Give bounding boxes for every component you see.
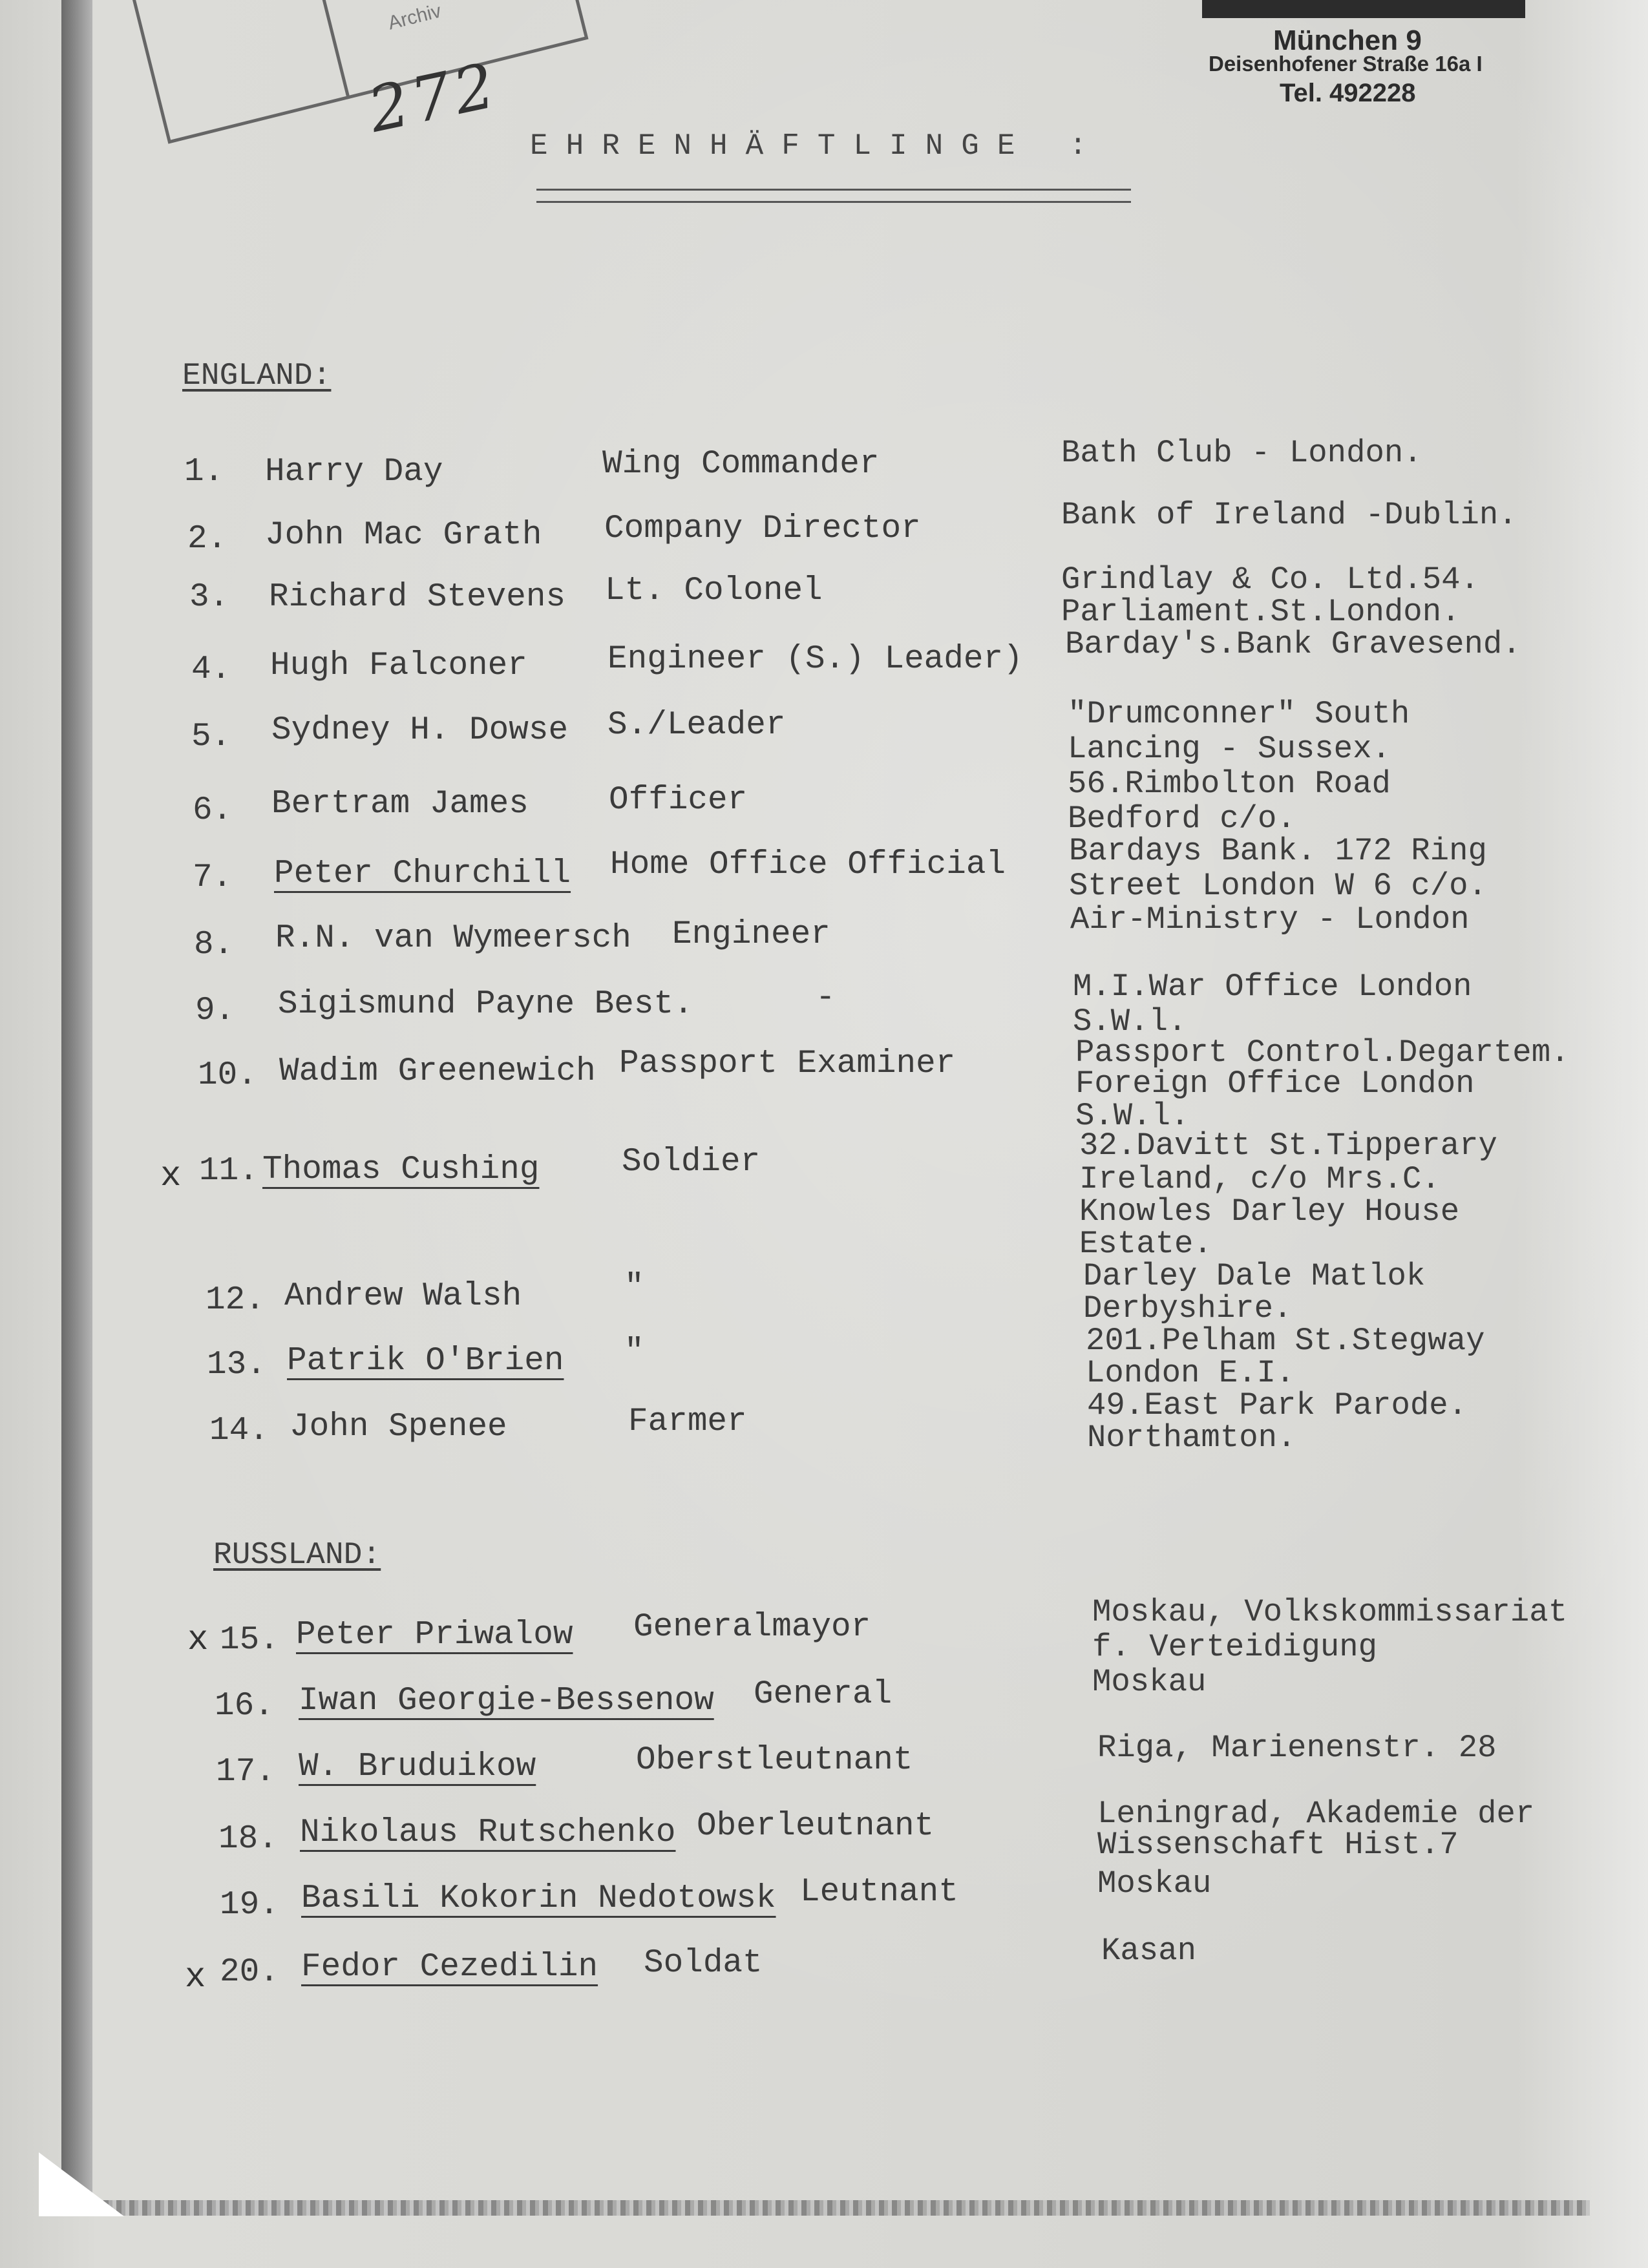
entry-address: Bardays Bank. 172 Ring [1069,833,1487,869]
entry-address: Ireland, c/o Mrs.C. [1079,1161,1441,1197]
stamp-divider [321,0,350,100]
entry-name: Harry Day [265,454,443,490]
entry-address: Northamton. [1087,1420,1296,1456]
margin-cross-mark: x [185,1958,206,1997]
entry-address: f. Verteidigung [1092,1629,1378,1665]
entry-address: Wissenschaft Hist.7 [1097,1827,1459,1863]
entry-number: 18. [218,1821,278,1858]
entry-number: 12. [206,1282,265,1319]
entry-number: 14. [209,1412,269,1449]
entry-address: Foreign Office London [1075,1066,1475,1102]
entry-role: Oberleutnant [697,1808,935,1845]
scan-shadow-edge [61,0,92,2197]
entry-number: 1. [184,454,224,490]
entry-address: Darley Dale Matlok [1083,1258,1426,1294]
entry-number: 8. [194,927,234,963]
entry-role: Leutnant [800,1874,958,1911]
entry-number: 11. [199,1153,259,1190]
entry-role: " [624,1334,644,1370]
entry-address: Estate. [1079,1226,1212,1262]
archive-stamp [129,0,589,147]
entry-role: Company Director [604,510,921,547]
entry-address: Riga, Marienenstr. 28 [1097,1730,1497,1766]
entry-address: Street London W 6 c/o. [1069,868,1487,904]
entry-number: 16. [215,1688,274,1725]
entry-number: 10. [198,1057,257,1094]
entry-address: Bath Club - London. [1061,435,1422,471]
entry-address: Parliament.St.London. [1061,594,1461,630]
entry-role: Farmer [628,1403,747,1440]
entry-address: Moskau [1092,1664,1207,1700]
entry-role: Oberstleutnant [636,1742,913,1779]
entry-role: " [624,1269,644,1306]
entry-number: 6. [193,792,233,829]
entry-name: Basili Kokorin Nedotowsk [301,1880,776,1917]
entry-role: Soldier [622,1144,761,1181]
margin-cross-mark: x [160,1157,182,1196]
entry-address: Bedford c/o. [1068,801,1296,837]
entry-name: Peter Priwalow [296,1617,573,1654]
address-city: München 9 [1273,25,1422,56]
entry-address: Bank of Ireland -Dublin. [1061,497,1517,533]
entry-role: Officer [609,782,748,819]
entry-role: Engineer [672,916,830,953]
entry-name: Nikolaus Rutschenko [300,1814,676,1851]
entry-address: Knowles Darley House [1079,1193,1460,1230]
entry-role: S./Leader [607,707,786,744]
entry-address: London E.I. [1086,1355,1295,1391]
entry-role: Passport Examiner [619,1045,956,1082]
entry-address: Air-Ministry - London [1070,901,1470,938]
entry-number: 3. [189,579,229,616]
entry-address: S.W.l. [1073,1003,1187,1040]
archive-label: Archiv [386,0,443,34]
entry-address: Kasan [1101,1933,1197,1969]
entry-role: Lt. Colonel [605,572,823,609]
entry-name: Andrew Walsh [284,1278,522,1315]
archive-number: 272 [362,48,505,147]
document-title: EHRENHÄFTLINGE : [530,129,1105,163]
entry-role: Generalmayor [633,1609,871,1646]
entry-name: Bertram James [271,786,529,823]
entry-number: 2. [187,521,227,558]
section-heading-england: ENGLAND: [182,359,332,394]
entry-name: Hugh Falconer [270,647,527,684]
entry-number: 9. [195,992,235,1029]
entry-number: 19. [220,1887,279,1924]
entry-role: - [816,980,836,1016]
entry-number: 7. [193,859,233,896]
entry-number: 20. [220,1954,279,1991]
address-street: Deisenhofener Straße 16a I [1209,52,1483,76]
entry-name: Sigismund Payne Best. [278,986,693,1023]
section-heading-russland: RUSSLAND: [213,1538,381,1573]
entry-address: Leningrad, Akademie der [1097,1796,1535,1832]
entry-name: W. Bruduikow [299,1748,536,1785]
entry-name: Wadim Greenewich [279,1053,596,1090]
entry-name: John Spenee [290,1409,507,1445]
entry-name: John Mac Grath [265,517,542,554]
entry-name: R.N. van Wymeersch [275,920,631,957]
entry-address: Derbyshire. [1083,1290,1293,1327]
entry-address: Grindlay & Co. Ltd.54. [1061,562,1479,598]
entry-address: 49.East Park Parode. [1087,1387,1468,1423]
entry-name: Iwan Georgie-Bessenow [299,1683,714,1719]
entry-name: Patrik O'Brien [287,1343,564,1380]
entry-address: 201.Pelham St.Stegway [1086,1323,1485,1359]
entry-number: 13. [207,1347,266,1383]
entry-name: Sydney H. Dowse [271,712,569,749]
margin-cross-mark: x [187,1621,209,1660]
entry-number: 4. [191,651,231,688]
address-stamp-bar [1202,0,1525,18]
entry-role: Home Office Official [610,846,1006,883]
torn-corner [39,2074,181,2216]
scan-bottom-edge [39,2200,1590,2216]
entry-name: Peter Churchill [274,856,571,892]
entry-address: Moskau [1097,1865,1212,1902]
entry-address: Passport Control.Degartem. [1075,1034,1570,1071]
entry-role: General [754,1676,893,1713]
entry-role: Engineer (S.) Leader) [607,641,1023,678]
entry-address: 56.Rimbolton Road [1068,766,1391,802]
entry-number: 17. [216,1754,275,1790]
entry-number: 5. [191,719,231,755]
title-underline [536,189,1131,203]
entry-address: Lancing - Sussex. [1068,731,1391,767]
entry-number: 15. [220,1622,279,1659]
entry-address: Moskau, Volkskommissariat [1092,1594,1568,1630]
entry-name: Fedor Cezedilin [301,1949,598,1986]
entry-address: 32.Davitt St.Tipperary [1079,1128,1497,1164]
entry-address: Barday's.Bank Gravesend. [1065,626,1521,662]
entry-name: Thomas Cushing [262,1151,540,1188]
entry-address: M.I.War Office London [1073,969,1472,1005]
entry-name: Richard Stevens [269,579,566,616]
address-tel: Tel. 492228 [1280,79,1416,107]
entry-address: S.W.l. [1075,1098,1190,1134]
entry-role: Soldat [644,1945,763,1982]
entry-address: "Drumconner" South [1068,696,1410,732]
entry-role: Wing Commander [602,446,880,483]
